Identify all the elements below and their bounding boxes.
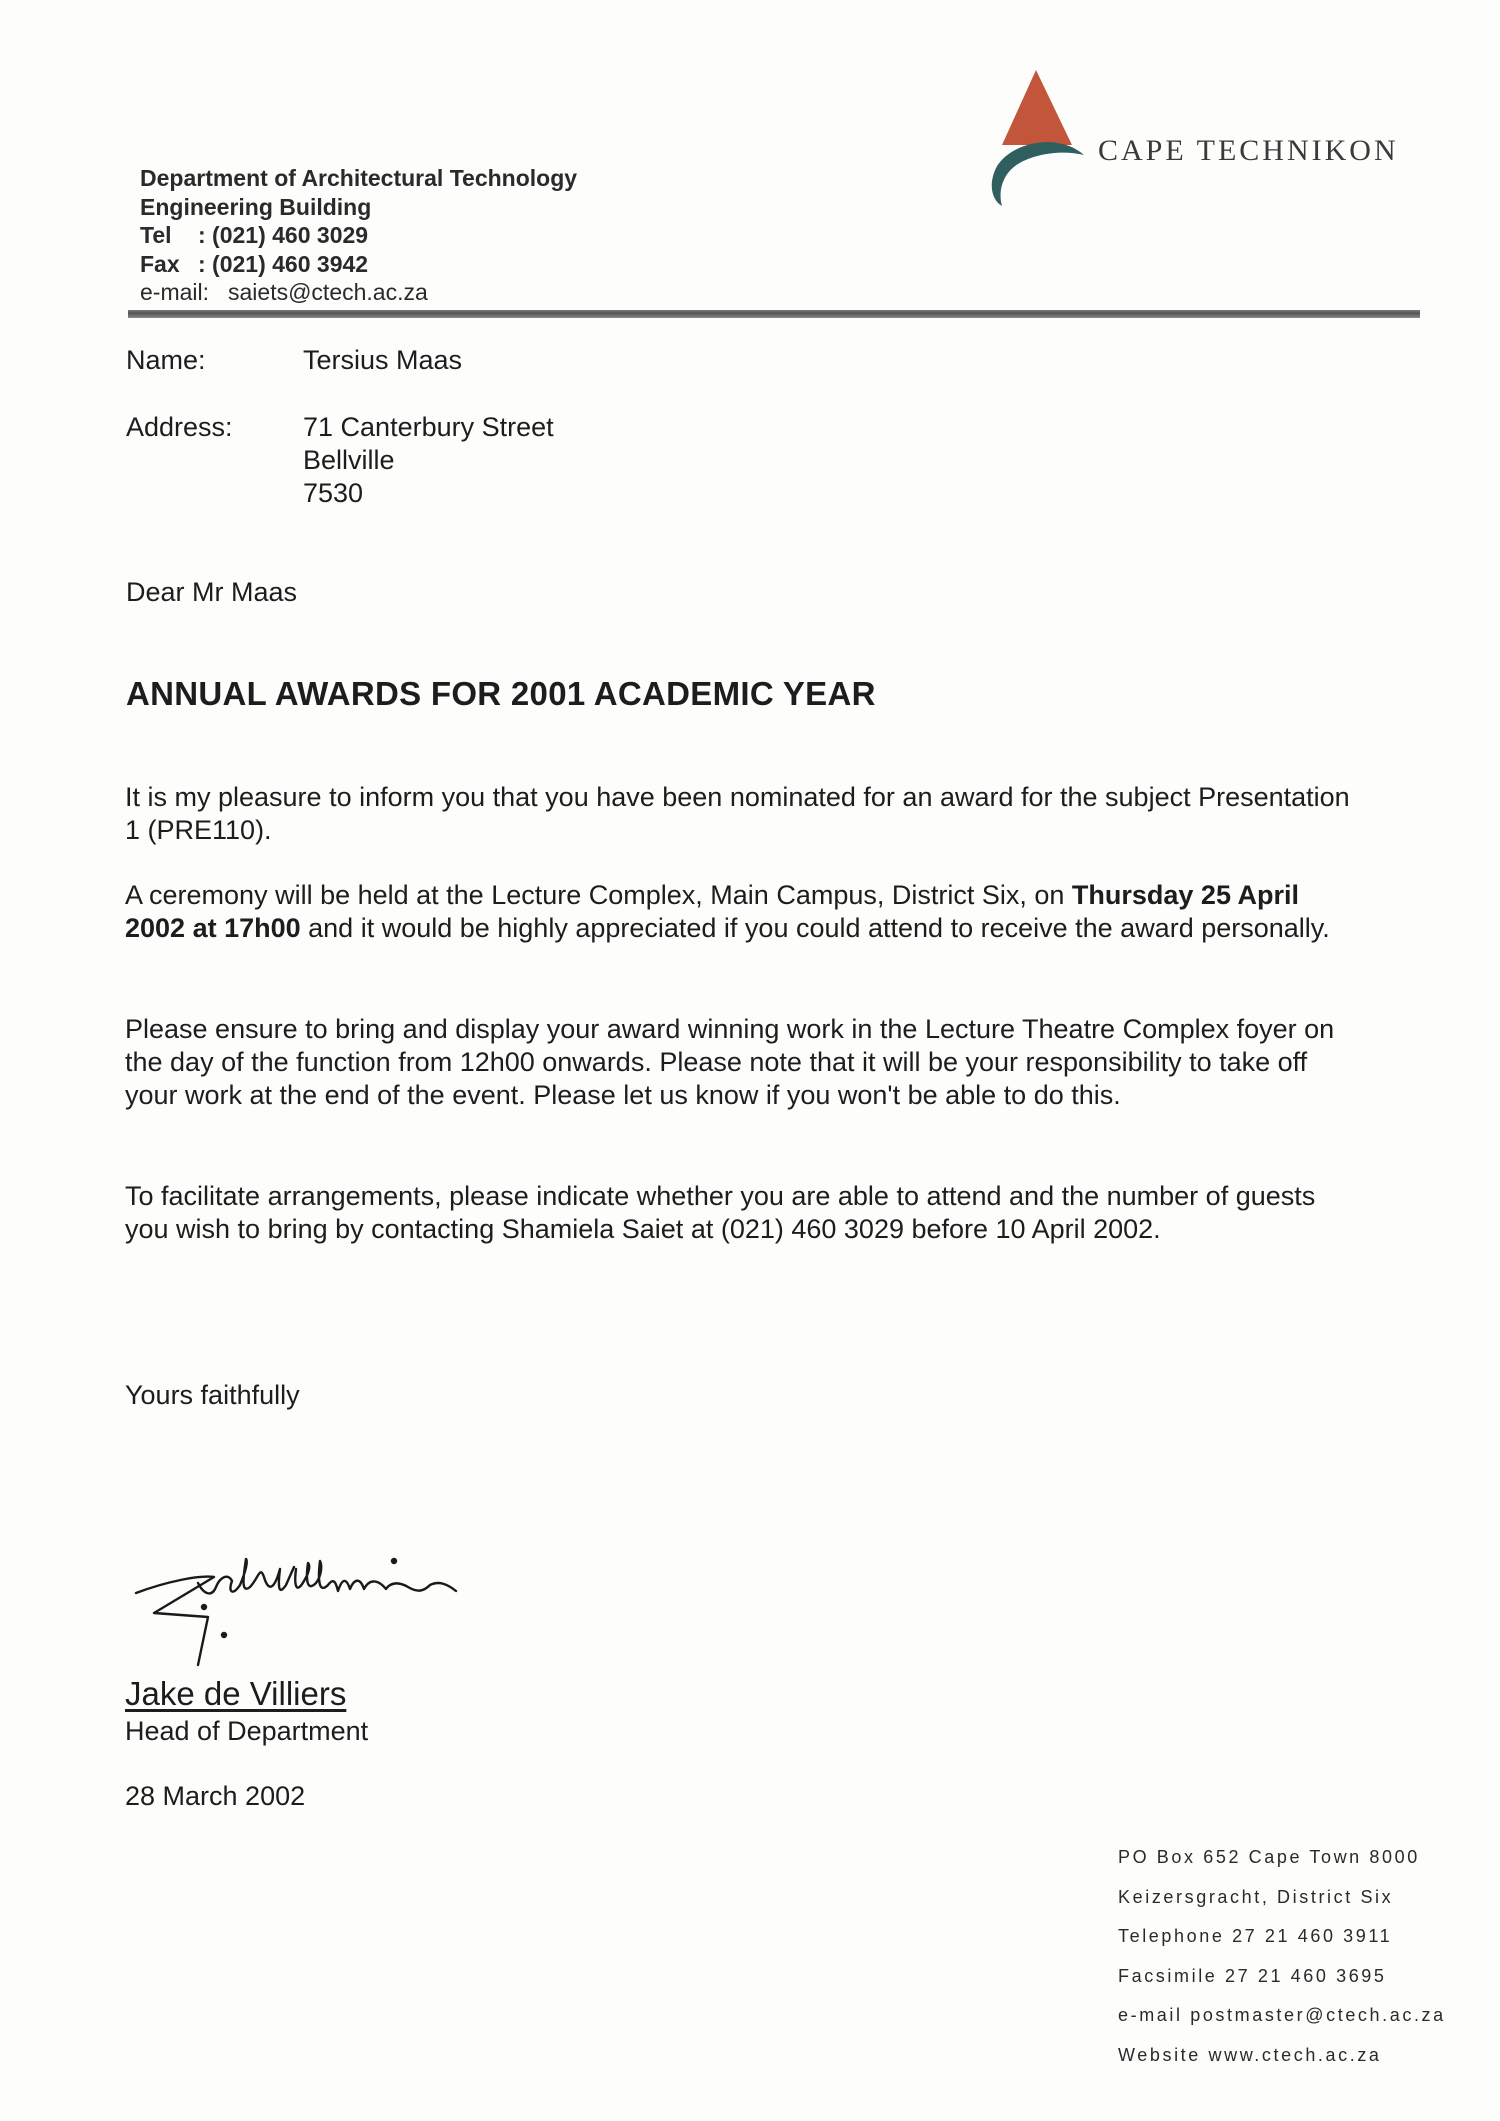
recipient-address — [303, 411, 554, 510]
signature-dot-3 — [392, 1559, 396, 1563]
ceremony-date-time: Thursday 25 April 2002 at 17h00 — [125, 880, 1299, 943]
logo-triangle-shape — [1002, 70, 1072, 145]
email-row — [140, 278, 577, 307]
tel-row — [140, 221, 577, 250]
paragraph-3: Please ensure to bring and display your award winning work in the Lecture Theatre Complex foyer on the day of the function from 12h00 onwards. Please note that it will be your responsibility to take off your work at the end of the event. Please let us know if you won't be able to do this. — [125, 1014, 1335, 1110]
footer-website: Website www.ctech.ac.za — [1118, 2044, 1382, 2065]
paragraph-1: It is my pleasure to inform you that you have been nominated for an award for the subject Presentation 1 (PRE110). — [125, 782, 1350, 845]
paragraph-2 — [125, 879, 1355, 945]
signature-name-stroke — [198, 1559, 456, 1593]
building-name: Engineering Building — [140, 193, 372, 220]
address-line-2: Bellville — [303, 445, 395, 475]
footer-street: Keizersgracht, District Six — [1118, 1886, 1394, 1907]
footer-facsimile: Facsimile 27 21 460 3695 — [1118, 1965, 1387, 1986]
institution-address-footer — [1118, 1838, 1446, 2075]
tel-label: Tel — [140, 222, 172, 248]
salutation: Dear Mr Maas — [126, 577, 298, 607]
letter-subject: ANNUAL AWARDS FOR 2001 ACADEMIC YEAR — [126, 675, 876, 712]
tel-value: : (021) 460 3029 — [198, 222, 369, 248]
paragraph-4: To facilitate arrangements, please indicate whether you are able to attend and the number of guests you wish to bring by contacting Shamiela Saiet at (021) 460 3029 before 10 April 2002. — [125, 1181, 1316, 1244]
fax-label: Fax — [140, 250, 180, 277]
footer-telephone: Telephone 27 21 460 3911 — [1118, 1926, 1393, 1946]
signer-title: Head of Department — [125, 1716, 369, 1746]
signature-dot-2 — [222, 1633, 226, 1637]
signer-name: Jake de Villiers — [125, 1675, 347, 1712]
footer-email: e-mail postmaster@ctech.ac.za — [1118, 2005, 1446, 2025]
address-line-1: 71 Canterbury Street — [303, 412, 554, 442]
footer-po-box: PO Box 652 Cape Town 8000 — [1118, 1847, 1420, 1867]
fax-value: : (021) 460 3942 — [198, 250, 369, 277]
brand-name: CAPE TECHNIKON — [1098, 134, 1399, 167]
email-value: saiets@ctech.ac.za — [228, 279, 428, 305]
department-name: Department of Architectural Technology — [140, 165, 578, 191]
letter-date: 28 March 2002 — [125, 1781, 306, 1811]
logo-swoosh-shape — [992, 142, 1084, 206]
signature-dot-1 — [202, 1605, 206, 1609]
header-divider — [128, 310, 1420, 318]
fax-row — [140, 250, 577, 279]
address-label: Address: — [126, 412, 233, 442]
p2-text-start: A ceremony will be held at the Lecture Complex, Main Campus, District Six, on — [125, 880, 1072, 910]
p2-text-end: and it would be highly appreciated if you could attend to receive the award personally. — [300, 913, 1330, 943]
cape-technikon-logo — [988, 70, 1088, 210]
department-contact-block — [140, 164, 577, 307]
email-label: e-mail: — [140, 279, 210, 305]
recipient-name: Tersius Maas — [303, 345, 463, 375]
handwritten-signature — [128, 1555, 458, 1670]
name-label: Name: — [126, 345, 206, 375]
closing: Yours faithfully — [125, 1380, 300, 1410]
address-line-3: 7530 — [303, 478, 364, 508]
